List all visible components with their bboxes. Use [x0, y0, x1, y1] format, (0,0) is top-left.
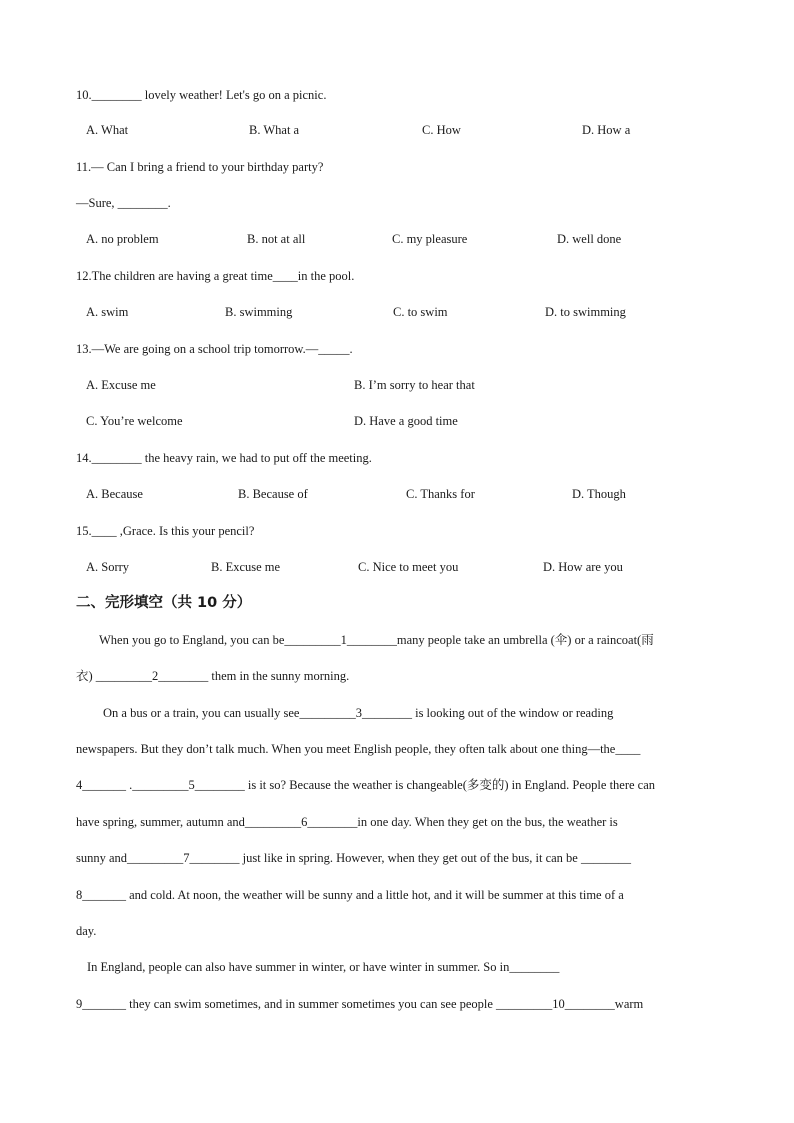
q11-option-a[interactable]: A. no problem: [86, 232, 159, 246]
cloze-passage-line: On a bus or a train, you can usually see_________3________ is looking out of the window or reading: [103, 706, 614, 720]
cloze-passage-line: 4_______ ._________5________ is it so? Because the weather is changeable(多变的) in England. People there can: [76, 778, 656, 792]
q14-option-b[interactable]: B. Because of: [238, 487, 308, 501]
q10-option-c[interactable]: C. How: [422, 123, 461, 137]
question-15-stem: 15.____ ,Grace. Is this your pencil?: [76, 524, 255, 538]
q12-option-c[interactable]: C. to swim: [393, 305, 448, 319]
q10-option-a[interactable]: A. What: [86, 123, 129, 137]
question-10-stem: 10.________ lovely weather! Let's go on a picnic.: [76, 88, 327, 102]
question-13-stem: 13.—We are going on a school trip tomorrow.—_____.: [76, 342, 353, 356]
question-14-stem: 14.________ the heavy rain, we had to put off the meeting.: [76, 451, 372, 465]
q12-option-d[interactable]: D. to swimming: [545, 305, 626, 319]
q12-option-a[interactable]: A. swim: [86, 305, 129, 319]
q15-option-b[interactable]: B. Excuse me: [211, 560, 281, 574]
q10-option-d[interactable]: D. How a: [582, 123, 631, 137]
cloze-passage-line: 8_______ and cold. At noon, the weather will be sunny and a little hot, and it will be summer at this time of a: [76, 888, 624, 902]
question-11-stem: 11.— Can I bring a friend to your birthday party?: [76, 160, 324, 174]
q15-option-a[interactable]: A. Sorry: [86, 560, 130, 574]
q10-option-b[interactable]: B. What a: [249, 123, 300, 137]
q14-option-a[interactable]: A. Because: [86, 487, 143, 501]
cloze-passage-line: When you go to England, you can be_________1________many people take an umbrella (伞) or a raincoat(雨: [99, 633, 654, 647]
q11-option-d[interactable]: D. well done: [557, 232, 622, 246]
cloze-passage-line: 9_______ they can swim sometimes, and in summer sometimes you can see people _________10________warm: [76, 997, 644, 1011]
q13-option-a[interactable]: A. Excuse me: [86, 378, 156, 392]
cloze-passage-line: newspapers. But they don’t talk much. When you meet English people, they often talk about one thing—the____: [76, 742, 641, 756]
q13-option-b[interactable]: B. I’m sorry to hear that: [354, 378, 475, 392]
q12-option-b[interactable]: B. swimming: [225, 305, 293, 319]
cloze-passage-line: day.: [76, 924, 97, 938]
cloze-passage-line: In England, people can also have summer in winter, or have winter in summer. So in________: [87, 960, 560, 974]
cloze-passage-line: have spring, summer, autumn and_________6________in one day. When they get on the bus, the weather is: [76, 815, 618, 829]
q11-option-b[interactable]: B. not at all: [247, 232, 306, 246]
question-12-stem: 12.The children are having a great time____in the pool.: [76, 269, 355, 283]
q11-option-c[interactable]: C. my pleasure: [392, 232, 468, 246]
q15-option-c[interactable]: C. Nice to meet you: [358, 560, 459, 574]
question-11-reply: —Sure, ________.: [76, 196, 171, 210]
cloze-passage-line: 衣) _________2________ them in the sunny morning.: [76, 669, 350, 683]
q14-option-c[interactable]: C. Thanks for: [406, 487, 475, 501]
q13-option-d[interactable]: D. Have a good time: [354, 414, 458, 428]
q15-option-d[interactable]: D. How are you: [543, 560, 623, 574]
cloze-passage-line: sunny and_________7________ just like in spring. However, when they get out of the bus, it can be ________: [76, 851, 631, 865]
section-heading-cloze: 二、完形填空（共 10 分）: [76, 595, 252, 611]
q14-option-d[interactable]: D. Though: [572, 487, 626, 501]
q13-option-c[interactable]: C. You’re welcome: [86, 414, 183, 428]
